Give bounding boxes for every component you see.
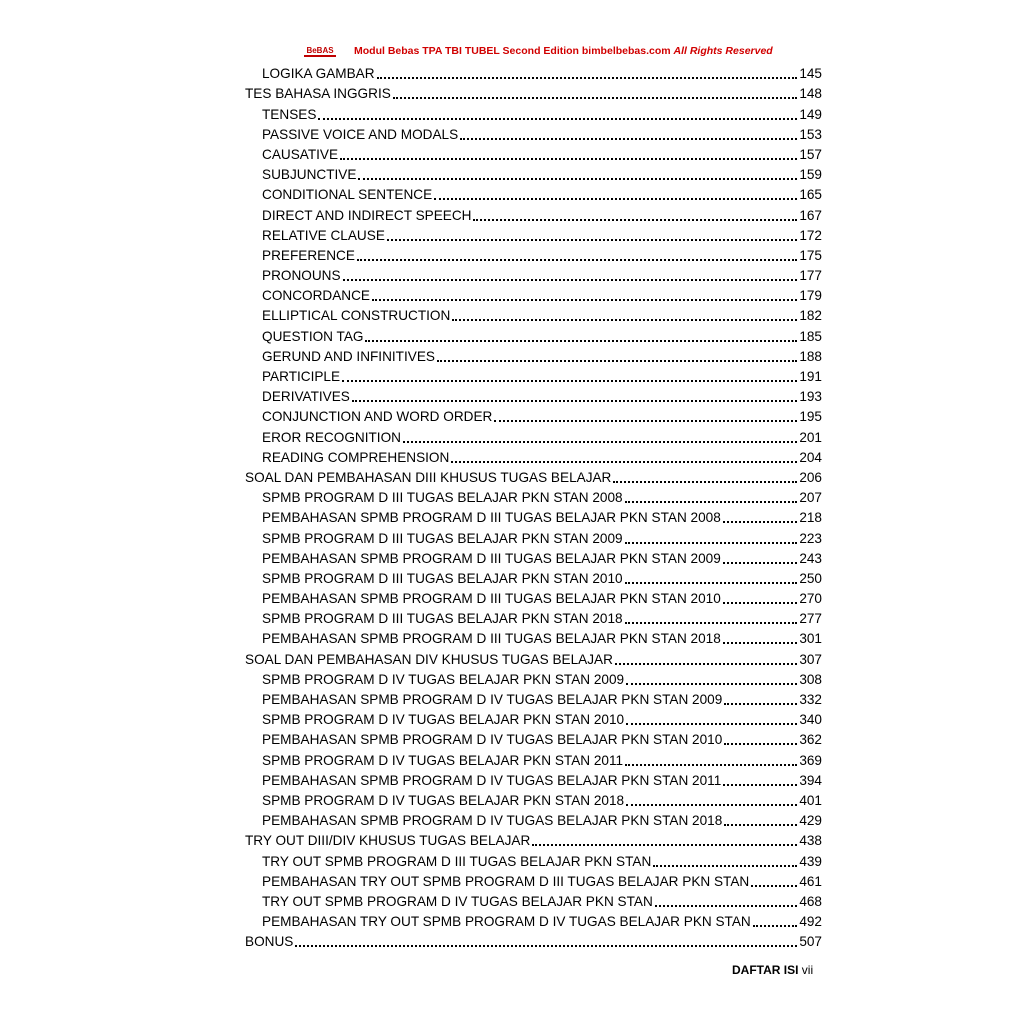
toc-entry[interactable]	[245, 851, 822, 871]
toc-dot-leader	[387, 238, 797, 241]
toc-entry[interactable]	[245, 710, 822, 730]
toc-entry[interactable]	[245, 730, 822, 750]
toc-entry-label: SPMB PROGRAM D III TUGAS BELAJAR PKN STAN 2010	[262, 569, 624, 589]
toc-entry-label: EROR RECOGNITION	[262, 428, 402, 448]
toc-entry-label: PREFERENCE	[262, 246, 356, 266]
toc-entry[interactable]	[245, 508, 822, 528]
toc-dot-leader	[724, 742, 797, 745]
toc-dot-leader	[437, 359, 797, 362]
toc-dot-leader	[452, 318, 797, 321]
toc-entry[interactable]	[245, 165, 822, 185]
header-title	[354, 45, 773, 57]
toc-entry[interactable]	[245, 326, 822, 346]
toc-dot-leader	[753, 924, 798, 927]
toc-entry-page: 394	[799, 771, 822, 791]
toc-entry[interactable]	[245, 811, 822, 831]
toc-entry-page: 362	[799, 730, 822, 750]
toc-dot-leader	[723, 520, 798, 523]
toc-entry-page: 270	[799, 589, 822, 609]
toc-entry[interactable]	[245, 427, 822, 447]
toc-dot-leader	[532, 843, 797, 846]
toc-dot-leader	[365, 339, 797, 342]
toc-entry[interactable]	[245, 649, 822, 669]
toc-dot-leader	[494, 419, 797, 422]
toc-entry-label: TES BAHASA INGGRIS	[245, 84, 392, 104]
toc-entry-label: PEMBAHASAN TRY OUT SPMB PROGRAM D IV TUGAS BELAJAR PKN STAN	[262, 912, 752, 932]
toc-entry[interactable]	[245, 246, 822, 266]
toc-entry-label: SOAL DAN PEMBAHASAN DIII KHUSUS TUGAS BELAJAR	[245, 468, 612, 488]
toc-entry[interactable]	[245, 750, 822, 770]
toc-dot-leader	[655, 904, 798, 907]
toc-entry-label: DERIVATIVES	[262, 387, 351, 407]
toc-entry-label: PEMBAHASAN SPMB PROGRAM D IV TUGAS BELAJAR PKN STAN 2011	[262, 771, 722, 791]
toc-dot-leader	[615, 662, 797, 665]
toc-entry-label: SUBJUNCTIVE	[262, 165, 357, 185]
toc-entry-page: 438	[799, 831, 822, 851]
toc-entry-page: 277	[799, 609, 822, 629]
toc-entry[interactable]	[245, 347, 822, 367]
toc-entry[interactable]	[245, 286, 822, 306]
toc-entry-page: 193	[799, 387, 822, 407]
toc-dot-leader	[613, 480, 797, 483]
toc-entry-page: 206	[799, 468, 822, 488]
toc-entry-label: PARTICIPLE	[262, 367, 341, 387]
toc-entry[interactable]	[245, 670, 822, 690]
footer-section-title: DAFTAR ISI	[732, 963, 799, 977]
toc-dot-leader	[625, 621, 798, 624]
toc-entry-label: PEMBAHASAN SPMB PROGRAM D III TUGAS BELAJAR PKN STAN 2018	[262, 629, 722, 649]
toc-entry[interactable]	[245, 104, 822, 124]
toc-entry-page: 149	[799, 105, 822, 125]
toc-entry-label: PRONOUNS	[262, 266, 342, 286]
toc-entry-label: ELLIPTICAL CONSTRUCTION	[262, 306, 451, 326]
toc-entry-page: 218	[799, 508, 822, 528]
toc-entry[interactable]	[245, 185, 822, 205]
toc-dot-leader	[625, 581, 798, 584]
toc-dot-leader	[343, 278, 798, 281]
toc-entry-label: CONDITIONAL SENTENCE	[262, 185, 433, 205]
toc-entry[interactable]	[245, 528, 822, 548]
toc-entry-page: 301	[799, 629, 822, 649]
toc-entry-label: DIRECT AND INDIRECT SPEECH	[262, 206, 472, 226]
toc-dot-leader	[451, 460, 797, 463]
toc-dot-leader	[625, 500, 798, 503]
toc-entry[interactable]	[245, 912, 822, 932]
toc-entry-page: 145	[799, 64, 822, 84]
toc-entry-page: 507	[799, 932, 822, 952]
table-of-contents	[245, 64, 822, 952]
toc-entry-page: 223	[799, 529, 822, 549]
toc-entry-page: 179	[799, 286, 822, 306]
toc-dot-leader	[751, 884, 797, 887]
toc-entry-page: 204	[799, 448, 822, 468]
toc-entry-label: LOGIKA GAMBAR	[262, 64, 376, 84]
toc-dot-leader	[403, 440, 797, 443]
toc-entry-page: 340	[799, 710, 822, 730]
toc-entry-label: PEMBAHASAN SPMB PROGRAM D III TUGAS BELAJAR PKN STAN 2008	[262, 508, 722, 528]
toc-entry[interactable]	[245, 205, 822, 225]
toc-entry-page: 207	[799, 488, 822, 508]
toc-entry-label: QUESTION TAG	[262, 327, 364, 347]
toc-entry-label: CONCORDANCE	[262, 286, 371, 306]
toc-entry[interactable]	[245, 488, 822, 508]
toc-entry-label: PEMBAHASAN TRY OUT SPMB PROGRAM D III TUGAS BELAJAR PKN STAN	[262, 872, 750, 892]
toc-entry[interactable]	[245, 266, 822, 286]
toc-entry-label: TRY OUT SPMB PROGRAM D IV TUGAS BELAJAR PKN STAN	[262, 892, 654, 912]
toc-entry-page: 188	[799, 347, 822, 367]
toc-dot-leader	[626, 722, 797, 725]
toc-dot-leader	[372, 298, 797, 301]
toc-dot-leader	[723, 641, 798, 644]
toc-dot-leader	[434, 197, 797, 200]
toc-entry-label: SPMB PROGRAM D IV TUGAS BELAJAR PKN STAN 2009	[262, 670, 625, 690]
toc-entry-label: CONJUNCTION AND WORD ORDER	[262, 407, 493, 427]
toc-entry-label: SPMB PROGRAM D III TUGAS BELAJAR PKN STAN 2018	[262, 609, 624, 629]
toc-dot-leader	[393, 96, 798, 99]
toc-entry-label: READING COMPREHENSION	[262, 448, 450, 468]
toc-entry-page: 159	[799, 165, 822, 185]
toc-entry[interactable]	[245, 892, 822, 912]
toc-entry[interactable]	[245, 125, 822, 145]
toc-dot-leader	[377, 76, 798, 79]
toc-entry[interactable]	[245, 791, 822, 811]
toc-entry-label: PEMBAHASAN SPMB PROGRAM D IV TUGAS BELAJAR PKN STAN 2009	[262, 690, 723, 710]
toc-entry[interactable]	[245, 609, 822, 629]
toc-entry-label: PEMBAHASAN SPMB PROGRAM D IV TUGAS BELAJAR PKN STAN 2010	[262, 730, 723, 750]
header-title-text: Modul Bebas TPA TBI TUBEL Second Edition bimbelbebas.com	[354, 45, 671, 57]
toc-entry-page: 401	[799, 791, 822, 811]
toc-entry[interactable]	[245, 629, 822, 649]
toc-entry-page: 332	[799, 690, 822, 710]
toc-entry-label: SOAL DAN PEMBAHASAN DIV KHUSUS TUGAS BELAJAR	[245, 650, 614, 670]
page-footer	[732, 963, 813, 977]
toc-dot-leader	[625, 541, 798, 544]
toc-dot-leader	[342, 379, 797, 382]
toc-entry-page: 429	[799, 811, 822, 831]
toc-entry[interactable]	[245, 549, 822, 569]
logo-text: BeBAS	[306, 45, 334, 55]
toc-entry-label: SPMB PROGRAM D IV TUGAS BELAJAR PKN STAN 2010	[262, 710, 625, 730]
header-rights-text: All Rights Reserved	[673, 45, 773, 57]
toc-entry-label: GERUND AND INFINITIVES	[262, 347, 436, 367]
toc-dot-leader	[626, 803, 797, 806]
toc-entry[interactable]	[245, 569, 822, 589]
toc-entry-label: TENSES	[262, 105, 317, 125]
toc-entry-page: 468	[799, 892, 822, 912]
toc-entry-label: SPMB PROGRAM D IV TUGAS BELAJAR PKN STAN 2011	[262, 751, 624, 771]
toc-entry-page: 148	[799, 84, 822, 104]
toc-entry-page: 167	[799, 206, 822, 226]
toc-entry-page: 153	[799, 125, 822, 145]
toc-dot-leader	[723, 601, 798, 604]
toc-entry[interactable]	[245, 306, 822, 326]
toc-dot-leader	[357, 258, 797, 261]
toc-entry-page: 201	[799, 428, 822, 448]
toc-dot-leader	[352, 399, 797, 402]
toc-entry-label: BONUS	[245, 932, 294, 952]
toc-entry[interactable]	[245, 226, 822, 246]
bebas-logo	[300, 44, 340, 58]
toc-entry-page: 165	[799, 185, 822, 205]
toc-entry-label: PEMBAHASAN SPMB PROGRAM D III TUGAS BELAJAR PKN STAN 2009	[262, 549, 722, 569]
toc-dot-leader	[460, 137, 797, 140]
toc-dot-leader	[724, 823, 797, 826]
toc-entry-page: 182	[799, 306, 822, 326]
toc-entry-label: SPMB PROGRAM D IV TUGAS BELAJAR PKN STAN 2018	[262, 791, 625, 811]
toc-entry[interactable]	[245, 448, 822, 468]
toc-entry[interactable]	[245, 387, 822, 407]
toc-entry-page: 177	[799, 266, 822, 286]
toc-entry-page: 195	[799, 407, 822, 427]
toc-dot-leader	[653, 864, 797, 867]
toc-entry-page: 461	[799, 872, 822, 892]
footer-page-number: vii	[801, 963, 814, 977]
toc-entry-label: SPMB PROGRAM D III TUGAS BELAJAR PKN STAN 2008	[262, 488, 624, 508]
toc-dot-leader	[340, 157, 797, 160]
toc-entry-page: 157	[799, 145, 822, 165]
toc-entry-label: TRY OUT DIII/DIV KHUSUS TUGAS BELAJAR	[245, 831, 531, 851]
toc-entry[interactable]	[245, 831, 822, 851]
toc-dot-leader	[295, 944, 797, 947]
toc-entry-page: 492	[799, 912, 822, 932]
toc-entry[interactable]	[245, 145, 822, 165]
toc-entry-label: SPMB PROGRAM D III TUGAS BELAJAR PKN STAN 2009	[262, 529, 624, 549]
toc-entry-page: 250	[799, 569, 822, 589]
toc-dot-leader	[723, 561, 798, 564]
toc-entry-page: 175	[799, 246, 822, 266]
toc-entry[interactable]	[245, 407, 822, 427]
toc-entry-page: 172	[799, 226, 822, 246]
toc-entry-page: 369	[799, 751, 822, 771]
toc-entry-page: 307	[799, 650, 822, 670]
toc-entry-label: PEMBAHASAN SPMB PROGRAM D III TUGAS BELAJAR PKN STAN 2010	[262, 589, 722, 609]
toc-entry-label: PEMBAHASAN SPMB PROGRAM D IV TUGAS BELAJAR PKN STAN 2018	[262, 811, 723, 831]
toc-dot-leader	[626, 682, 797, 685]
toc-dot-leader	[358, 177, 797, 180]
toc-dot-leader	[318, 117, 797, 120]
toc-entry-page: 243	[799, 549, 822, 569]
toc-entry-label: PASSIVE VOICE AND MODALS	[262, 125, 459, 145]
toc-entry-label: TRY OUT SPMB PROGRAM D III TUGAS BELAJAR PKN STAN	[262, 852, 652, 872]
toc-entry-label: RELATIVE CLAUSE	[262, 226, 386, 246]
toc-entry[interactable]	[245, 468, 822, 488]
toc-entry[interactable]	[245, 589, 822, 609]
toc-dot-leader	[625, 763, 797, 766]
toc-entry-label: CAUSATIVE	[262, 145, 339, 165]
toc-entry[interactable]	[245, 932, 822, 952]
toc-entry-page: 191	[799, 367, 822, 387]
toc-entry[interactable]	[245, 84, 822, 104]
toc-dot-leader	[724, 702, 797, 705]
toc-entry[interactable]	[245, 690, 822, 710]
toc-entry-page: 185	[799, 327, 822, 347]
toc-entry-page: 308	[799, 670, 822, 690]
toc-entry[interactable]	[245, 367, 822, 387]
page-header	[300, 42, 820, 60]
toc-dot-leader	[723, 783, 797, 786]
toc-entry[interactable]	[245, 771, 822, 791]
toc-entry-page: 439	[799, 852, 822, 872]
toc-dot-leader	[473, 218, 797, 221]
toc-entry[interactable]	[245, 872, 822, 892]
toc-entry[interactable]	[245, 64, 822, 84]
